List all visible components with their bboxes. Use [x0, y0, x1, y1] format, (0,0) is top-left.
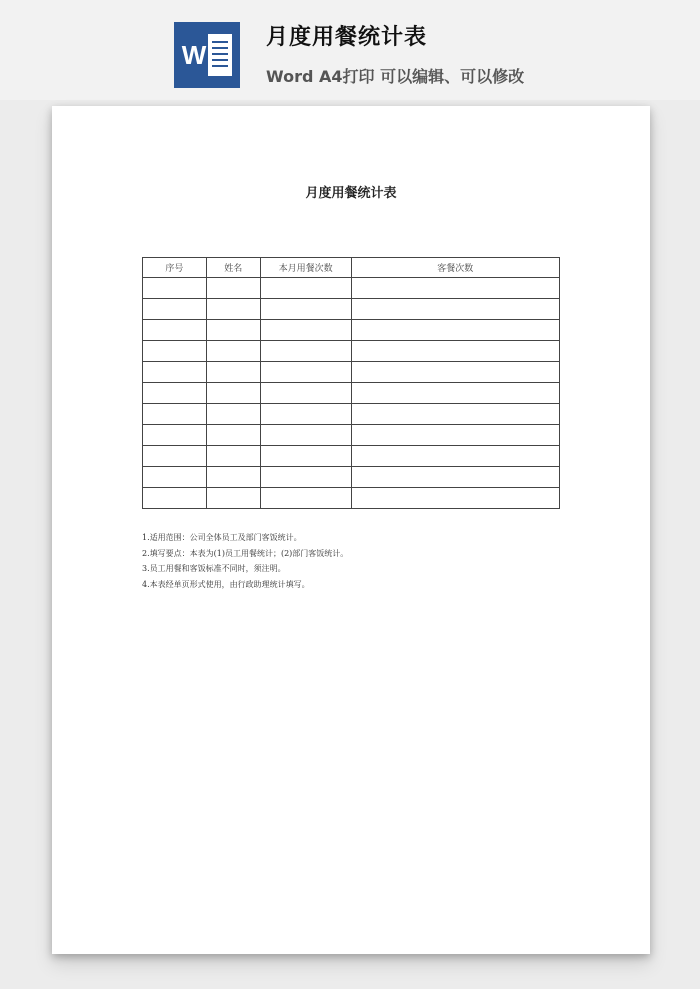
- table-cell[interactable]: [260, 299, 351, 320]
- table-cell[interactable]: [260, 341, 351, 362]
- meal-statistics-table: [142, 257, 560, 509]
- table-cell[interactable]: [206, 362, 260, 383]
- table-cell[interactable]: [351, 320, 560, 341]
- table-row: [143, 467, 560, 488]
- header-guest-meal-count: 客餐次数: [351, 258, 560, 278]
- table-row: [143, 488, 560, 509]
- table-cell[interactable]: [143, 362, 207, 383]
- table-cell[interactable]: [143, 425, 207, 446]
- banner: [0, 0, 700, 100]
- table-row: [143, 383, 560, 404]
- word-logo-letter: W: [181, 40, 207, 70]
- table-cell[interactable]: [260, 404, 351, 425]
- table-row: [143, 278, 560, 299]
- note-line: 1.适用范围：公司全体员工及部门客饭统计。: [142, 533, 302, 542]
- table-cell[interactable]: [260, 362, 351, 383]
- table-cell[interactable]: [260, 383, 351, 404]
- table-body: [143, 278, 560, 509]
- table-row: [143, 446, 560, 467]
- table-cell[interactable]: [206, 383, 260, 404]
- table-cell[interactable]: [143, 446, 207, 467]
- table-cell[interactable]: [351, 383, 560, 404]
- banner-subtitle: Word A4打印 可以编辑、可以修改: [266, 67, 525, 86]
- table-cell[interactable]: [260, 467, 351, 488]
- table-cell[interactable]: [206, 299, 260, 320]
- table-cell[interactable]: [143, 299, 207, 320]
- table-cell[interactable]: [143, 320, 207, 341]
- table-cell[interactable]: [206, 404, 260, 425]
- document-title: 月度用餐统计表: [305, 186, 397, 201]
- table-cell[interactable]: [143, 383, 207, 404]
- table-cell[interactable]: [351, 299, 560, 320]
- banner-title: 月度用餐统计表: [266, 25, 428, 50]
- table-cell[interactable]: [206, 488, 260, 509]
- table-cell[interactable]: [143, 488, 207, 509]
- table-row: [143, 341, 560, 362]
- table-row: [143, 425, 560, 446]
- table-row: [143, 362, 560, 383]
- table-cell[interactable]: [206, 446, 260, 467]
- table-cell[interactable]: [351, 467, 560, 488]
- table-cell[interactable]: [143, 278, 207, 299]
- table-row: [143, 299, 560, 320]
- table-cell[interactable]: [260, 425, 351, 446]
- table-cell[interactable]: [143, 467, 207, 488]
- table-header-row: [143, 258, 560, 278]
- table-row: [143, 404, 560, 425]
- table-cell[interactable]: [206, 320, 260, 341]
- word-icon: [174, 22, 240, 88]
- table-cell[interactable]: [143, 341, 207, 362]
- table-cell[interactable]: [351, 362, 560, 383]
- note-line: 4.本表经单页形式使用，由行政助理统计填写。: [142, 579, 310, 589]
- table-cell[interactable]: [351, 446, 560, 467]
- table-cell[interactable]: [351, 404, 560, 425]
- note-line: 2.填写要点：本表为(1)员工用餐统计；(2)部门客饭统计。: [142, 548, 349, 558]
- table-cell[interactable]: [351, 488, 560, 509]
- header-serial-number: 序号: [143, 258, 207, 278]
- note-line: 3.员工用餐和客饭标准不同时，须注明。: [142, 564, 286, 573]
- table-cell[interactable]: [351, 278, 560, 299]
- table-cell[interactable]: [351, 341, 560, 362]
- table-cell[interactable]: [351, 425, 560, 446]
- table-cell[interactable]: [206, 467, 260, 488]
- table-cell[interactable]: [260, 446, 351, 467]
- table-cell[interactable]: [206, 278, 260, 299]
- notes: [142, 530, 348, 592]
- header-name: 姓名: [206, 258, 260, 278]
- table-cell[interactable]: [260, 320, 351, 341]
- table-cell[interactable]: [260, 488, 351, 509]
- table-cell[interactable]: [143, 404, 207, 425]
- table-cell[interactable]: [206, 341, 260, 362]
- table-row: [143, 320, 560, 341]
- document-page: [52, 106, 650, 954]
- header-monthly-meal-count: 本月用餐次数: [260, 258, 351, 278]
- table-cell[interactable]: [260, 278, 351, 299]
- table-cell[interactable]: [206, 425, 260, 446]
